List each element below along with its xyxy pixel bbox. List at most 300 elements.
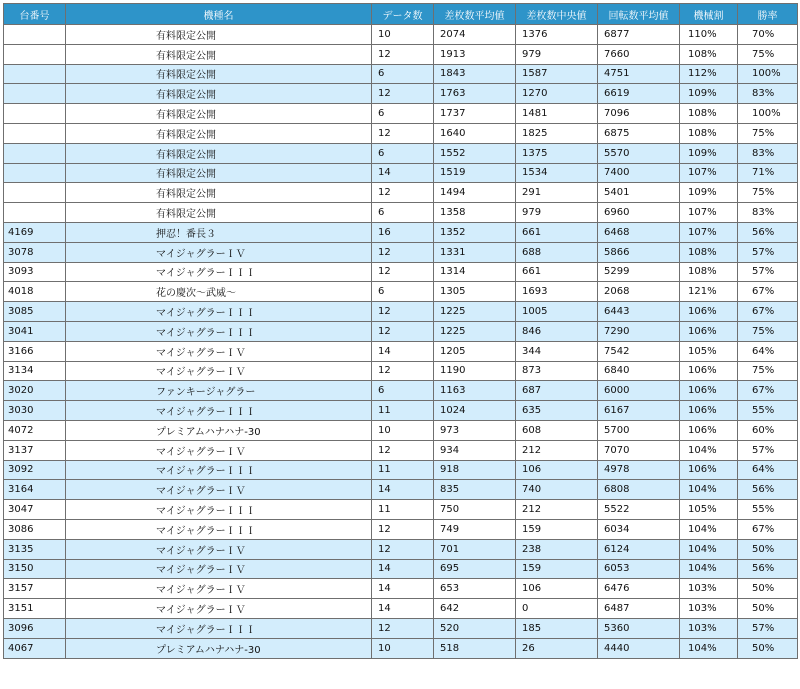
table-row bbox=[4, 361, 798, 381]
cell-spin-avg: 5866 bbox=[598, 242, 680, 262]
cell-payout-rate: 108% bbox=[680, 104, 738, 124]
table-row bbox=[4, 203, 798, 223]
header-diff-avg: 差枚数平均値 bbox=[434, 4, 516, 25]
cell-diff-median: 1005 bbox=[516, 302, 598, 322]
cell-data-count: 6 bbox=[372, 64, 434, 84]
cell-machine-no bbox=[4, 163, 66, 183]
cell-win-rate: 64% bbox=[738, 460, 798, 480]
cell-machine-name: マイジャグラーＩＩＩ bbox=[66, 460, 372, 480]
cell-diff-median: 1376 bbox=[516, 25, 598, 45]
cell-machine-no: 3047 bbox=[4, 500, 66, 520]
cell-data-count: 14 bbox=[372, 579, 434, 599]
cell-spin-avg: 6875 bbox=[598, 123, 680, 143]
cell-spin-avg: 5360 bbox=[598, 618, 680, 638]
cell-payout-rate: 104% bbox=[680, 480, 738, 500]
cell-machine-no bbox=[4, 64, 66, 84]
cell-payout-rate: 121% bbox=[680, 282, 738, 302]
cell-machine-name: 有料限定公開 bbox=[66, 163, 372, 183]
cell-data-count: 6 bbox=[372, 143, 434, 163]
cell-data-count: 12 bbox=[372, 302, 434, 322]
cell-spin-avg: 7070 bbox=[598, 440, 680, 460]
cell-machine-no: 3150 bbox=[4, 559, 66, 579]
cell-payout-rate: 107% bbox=[680, 222, 738, 242]
cell-diff-median: 238 bbox=[516, 539, 598, 559]
cell-machine-no bbox=[4, 44, 66, 64]
cell-diff-avg: 1024 bbox=[434, 401, 516, 421]
cell-payout-rate: 106% bbox=[680, 420, 738, 440]
cell-payout-rate: 106% bbox=[680, 302, 738, 322]
cell-machine-name: 有料限定公開 bbox=[66, 183, 372, 203]
cell-diff-median: 159 bbox=[516, 559, 598, 579]
cell-payout-rate: 104% bbox=[680, 638, 738, 658]
table-row bbox=[4, 262, 798, 282]
cell-data-count: 10 bbox=[372, 420, 434, 440]
cell-diff-avg: 1358 bbox=[434, 203, 516, 223]
cell-data-count: 10 bbox=[372, 25, 434, 45]
cell-diff-avg: 520 bbox=[434, 618, 516, 638]
cell-payout-rate: 108% bbox=[680, 242, 738, 262]
table-row bbox=[4, 222, 798, 242]
cell-machine-no: 3020 bbox=[4, 381, 66, 401]
cell-spin-avg: 5570 bbox=[598, 143, 680, 163]
cell-data-count: 12 bbox=[372, 361, 434, 381]
cell-data-count: 11 bbox=[372, 401, 434, 421]
cell-payout-rate: 112% bbox=[680, 64, 738, 84]
cell-machine-name: 有料限定公開 bbox=[66, 203, 372, 223]
cell-data-count: 12 bbox=[372, 123, 434, 143]
table-body bbox=[4, 25, 798, 659]
cell-payout-rate: 108% bbox=[680, 123, 738, 143]
cell-diff-avg: 1331 bbox=[434, 242, 516, 262]
cell-diff-avg: 1352 bbox=[434, 222, 516, 242]
cell-diff-median: 1481 bbox=[516, 104, 598, 124]
header-spin-avg: 回転数平均値 bbox=[598, 4, 680, 25]
cell-data-count: 12 bbox=[372, 539, 434, 559]
cell-spin-avg: 6476 bbox=[598, 579, 680, 599]
cell-data-count: 12 bbox=[372, 618, 434, 638]
cell-payout-rate: 103% bbox=[680, 599, 738, 619]
cell-machine-no: 3135 bbox=[4, 539, 66, 559]
table-row bbox=[4, 163, 798, 183]
cell-diff-avg: 1552 bbox=[434, 143, 516, 163]
cell-diff-avg: 642 bbox=[434, 599, 516, 619]
cell-machine-name: マイジャグラーＩＶ bbox=[66, 242, 372, 262]
table-row bbox=[4, 500, 798, 520]
cell-machine-no bbox=[4, 84, 66, 104]
cell-payout-rate: 109% bbox=[680, 183, 738, 203]
cell-payout-rate: 104% bbox=[680, 519, 738, 539]
cell-diff-median: 106 bbox=[516, 579, 598, 599]
table-row bbox=[4, 480, 798, 500]
cell-payout-rate: 110% bbox=[680, 25, 738, 45]
cell-machine-no: 3137 bbox=[4, 440, 66, 460]
cell-machine-name: 有料限定公開 bbox=[66, 104, 372, 124]
cell-diff-avg: 1314 bbox=[434, 262, 516, 282]
cell-diff-avg: 1225 bbox=[434, 302, 516, 322]
cell-machine-name: マイジャグラーＩＩＩ bbox=[66, 500, 372, 520]
header-machine-no: 台番号 bbox=[4, 4, 66, 25]
cell-data-count: 14 bbox=[372, 341, 434, 361]
cell-payout-rate: 105% bbox=[680, 341, 738, 361]
cell-diff-avg: 1640 bbox=[434, 123, 516, 143]
cell-spin-avg: 7400 bbox=[598, 163, 680, 183]
cell-data-count: 6 bbox=[372, 203, 434, 223]
table-row bbox=[4, 183, 798, 203]
cell-data-count: 12 bbox=[372, 440, 434, 460]
cell-diff-median: 979 bbox=[516, 44, 598, 64]
cell-diff-median: 688 bbox=[516, 242, 598, 262]
cell-win-rate: 67% bbox=[738, 519, 798, 539]
cell-win-rate: 50% bbox=[738, 539, 798, 559]
cell-spin-avg: 4978 bbox=[598, 460, 680, 480]
cell-diff-avg: 835 bbox=[434, 480, 516, 500]
cell-machine-name: 有料限定公開 bbox=[66, 84, 372, 104]
cell-diff-median: 0 bbox=[516, 599, 598, 619]
cell-diff-median: 873 bbox=[516, 361, 598, 381]
table-row bbox=[4, 341, 798, 361]
cell-spin-avg: 7542 bbox=[598, 341, 680, 361]
table-row bbox=[4, 282, 798, 302]
cell-diff-median: 212 bbox=[516, 500, 598, 520]
machine-stats-table bbox=[3, 3, 798, 659]
cell-spin-avg: 5401 bbox=[598, 183, 680, 203]
cell-machine-name: 有料限定公開 bbox=[66, 123, 372, 143]
cell-payout-rate: 109% bbox=[680, 84, 738, 104]
cell-diff-median: 291 bbox=[516, 183, 598, 203]
cell-diff-median: 106 bbox=[516, 460, 598, 480]
cell-diff-median: 26 bbox=[516, 638, 598, 658]
table-row bbox=[4, 242, 798, 262]
cell-payout-rate: 106% bbox=[680, 381, 738, 401]
cell-data-count: 11 bbox=[372, 460, 434, 480]
cell-win-rate: 56% bbox=[738, 222, 798, 242]
cell-win-rate: 60% bbox=[738, 420, 798, 440]
cell-data-count: 16 bbox=[372, 222, 434, 242]
cell-win-rate: 57% bbox=[738, 618, 798, 638]
cell-win-rate: 67% bbox=[738, 381, 798, 401]
cell-machine-name: マイジャグラーＩＶ bbox=[66, 480, 372, 500]
cell-machine-no: 3166 bbox=[4, 341, 66, 361]
cell-data-count: 6 bbox=[372, 104, 434, 124]
cell-win-rate: 57% bbox=[738, 242, 798, 262]
cell-spin-avg: 6468 bbox=[598, 222, 680, 242]
cell-spin-avg: 7290 bbox=[598, 321, 680, 341]
cell-diff-avg: 918 bbox=[434, 460, 516, 480]
cell-diff-median: 1534 bbox=[516, 163, 598, 183]
cell-diff-avg: 701 bbox=[434, 539, 516, 559]
cell-diff-avg: 2074 bbox=[434, 25, 516, 45]
cell-spin-avg: 7096 bbox=[598, 104, 680, 124]
cell-win-rate: 75% bbox=[738, 44, 798, 64]
cell-spin-avg: 4751 bbox=[598, 64, 680, 84]
cell-diff-median: 687 bbox=[516, 381, 598, 401]
table-row bbox=[4, 321, 798, 341]
cell-win-rate: 70% bbox=[738, 25, 798, 45]
cell-data-count: 6 bbox=[372, 282, 434, 302]
cell-win-rate: 57% bbox=[738, 262, 798, 282]
cell-spin-avg: 6124 bbox=[598, 539, 680, 559]
cell-diff-median: 344 bbox=[516, 341, 598, 361]
cell-win-rate: 56% bbox=[738, 480, 798, 500]
cell-machine-no: 3085 bbox=[4, 302, 66, 322]
cell-diff-avg: 1305 bbox=[434, 282, 516, 302]
table-row bbox=[4, 420, 798, 440]
cell-diff-median: 159 bbox=[516, 519, 598, 539]
cell-payout-rate: 107% bbox=[680, 203, 738, 223]
cell-machine-name: プレミアムハナハナ-30 bbox=[66, 420, 372, 440]
cell-win-rate: 100% bbox=[738, 104, 798, 124]
cell-machine-no bbox=[4, 104, 66, 124]
cell-payout-rate: 104% bbox=[680, 440, 738, 460]
header-win-rate: 勝率 bbox=[738, 4, 798, 25]
cell-spin-avg: 6167 bbox=[598, 401, 680, 421]
cell-diff-avg: 1737 bbox=[434, 104, 516, 124]
table-row bbox=[4, 44, 798, 64]
cell-diff-median: 608 bbox=[516, 420, 598, 440]
table-row bbox=[4, 440, 798, 460]
cell-payout-rate: 108% bbox=[680, 262, 738, 282]
cell-data-count: 14 bbox=[372, 480, 434, 500]
cell-spin-avg: 6960 bbox=[598, 203, 680, 223]
cell-machine-name: 有料限定公開 bbox=[66, 143, 372, 163]
cell-diff-avg: 1163 bbox=[434, 381, 516, 401]
header-diff-median: 差枚数中央値 bbox=[516, 4, 598, 25]
cell-machine-no: 3093 bbox=[4, 262, 66, 282]
table-row bbox=[4, 143, 798, 163]
cell-data-count: 12 bbox=[372, 321, 434, 341]
cell-diff-avg: 1519 bbox=[434, 163, 516, 183]
cell-payout-rate: 106% bbox=[680, 460, 738, 480]
table-row bbox=[4, 579, 798, 599]
cell-machine-no: 3092 bbox=[4, 460, 66, 480]
cell-machine-no: 4018 bbox=[4, 282, 66, 302]
cell-machine-name: 有料限定公開 bbox=[66, 25, 372, 45]
cell-machine-name: マイジャグラーＩＶ bbox=[66, 539, 372, 559]
cell-diff-median: 661 bbox=[516, 222, 598, 242]
cell-diff-avg: 973 bbox=[434, 420, 516, 440]
cell-data-count: 14 bbox=[372, 559, 434, 579]
table-row bbox=[4, 302, 798, 322]
cell-machine-no: 3086 bbox=[4, 519, 66, 539]
table-row bbox=[4, 599, 798, 619]
table-row bbox=[4, 618, 798, 638]
cell-win-rate: 67% bbox=[738, 282, 798, 302]
cell-payout-rate: 107% bbox=[680, 163, 738, 183]
cell-spin-avg: 6443 bbox=[598, 302, 680, 322]
cell-win-rate: 64% bbox=[738, 341, 798, 361]
cell-spin-avg: 2068 bbox=[598, 282, 680, 302]
cell-diff-median: 1693 bbox=[516, 282, 598, 302]
cell-diff-avg: 1205 bbox=[434, 341, 516, 361]
data-table-container bbox=[3, 3, 797, 659]
cell-machine-name: 有料限定公開 bbox=[66, 44, 372, 64]
table-row bbox=[4, 84, 798, 104]
cell-machine-no: 3164 bbox=[4, 480, 66, 500]
cell-diff-median: 635 bbox=[516, 401, 598, 421]
table-row bbox=[4, 460, 798, 480]
cell-spin-avg: 6619 bbox=[598, 84, 680, 104]
cell-win-rate: 75% bbox=[738, 361, 798, 381]
cell-machine-no: 3030 bbox=[4, 401, 66, 421]
cell-payout-rate: 103% bbox=[680, 618, 738, 638]
cell-machine-name: 花の慶次～武威～ bbox=[66, 282, 372, 302]
cell-payout-rate: 106% bbox=[680, 321, 738, 341]
cell-machine-name: マイジャグラーＩＶ bbox=[66, 559, 372, 579]
cell-machine-name: マイジャグラーＩＩＩ bbox=[66, 262, 372, 282]
table-row bbox=[4, 381, 798, 401]
cell-data-count: 14 bbox=[372, 163, 434, 183]
cell-data-count: 12 bbox=[372, 183, 434, 203]
cell-win-rate: 83% bbox=[738, 143, 798, 163]
table-row bbox=[4, 519, 798, 539]
cell-diff-avg: 1494 bbox=[434, 183, 516, 203]
cell-machine-no: 3078 bbox=[4, 242, 66, 262]
cell-diff-median: 1375 bbox=[516, 143, 598, 163]
table-row bbox=[4, 559, 798, 579]
cell-diff-avg: 695 bbox=[434, 559, 516, 579]
table-row bbox=[4, 64, 798, 84]
table-row bbox=[4, 539, 798, 559]
cell-machine-no: 3151 bbox=[4, 599, 66, 619]
cell-machine-no: 3134 bbox=[4, 361, 66, 381]
cell-payout-rate: 109% bbox=[680, 143, 738, 163]
cell-diff-avg: 1843 bbox=[434, 64, 516, 84]
cell-win-rate: 50% bbox=[738, 638, 798, 658]
header-data-count: データ数 bbox=[372, 4, 434, 25]
cell-spin-avg: 7660 bbox=[598, 44, 680, 64]
cell-diff-avg: 749 bbox=[434, 519, 516, 539]
cell-machine-no: 4072 bbox=[4, 420, 66, 440]
cell-win-rate: 83% bbox=[738, 203, 798, 223]
cell-diff-avg: 934 bbox=[434, 440, 516, 460]
cell-machine-name: マイジャグラーＩＶ bbox=[66, 341, 372, 361]
cell-spin-avg: 5522 bbox=[598, 500, 680, 520]
cell-machine-name: マイジャグラーＩＶ bbox=[66, 361, 372, 381]
cell-win-rate: 67% bbox=[738, 302, 798, 322]
cell-payout-rate: 105% bbox=[680, 500, 738, 520]
cell-win-rate: 55% bbox=[738, 401, 798, 421]
cell-machine-name: マイジャグラーＩＶ bbox=[66, 440, 372, 460]
cell-machine-name: マイジャグラーＩＩＩ bbox=[66, 519, 372, 539]
cell-data-count: 12 bbox=[372, 262, 434, 282]
cell-spin-avg: 5299 bbox=[598, 262, 680, 282]
cell-payout-rate: 106% bbox=[680, 401, 738, 421]
cell-diff-median: 1270 bbox=[516, 84, 598, 104]
cell-machine-name: 押忍！番長３ bbox=[66, 222, 372, 242]
cell-machine-no bbox=[4, 183, 66, 203]
cell-spin-avg: 6000 bbox=[598, 381, 680, 401]
cell-diff-avg: 1763 bbox=[434, 84, 516, 104]
cell-win-rate: 56% bbox=[738, 559, 798, 579]
cell-machine-name: マイジャグラーＩＶ bbox=[66, 579, 372, 599]
cell-machine-name: マイジャグラーＩＩＩ bbox=[66, 401, 372, 421]
cell-data-count: 12 bbox=[372, 84, 434, 104]
cell-payout-rate: 104% bbox=[680, 559, 738, 579]
cell-diff-avg: 518 bbox=[434, 638, 516, 658]
cell-win-rate: 100% bbox=[738, 64, 798, 84]
cell-diff-median: 740 bbox=[516, 480, 598, 500]
cell-win-rate: 71% bbox=[738, 163, 798, 183]
table-row bbox=[4, 638, 798, 658]
cell-diff-median: 846 bbox=[516, 321, 598, 341]
cell-diff-median: 1825 bbox=[516, 123, 598, 143]
cell-data-count: 12 bbox=[372, 519, 434, 539]
cell-diff-median: 212 bbox=[516, 440, 598, 460]
cell-diff-avg: 750 bbox=[434, 500, 516, 520]
cell-machine-name: マイジャグラーＩＩＩ bbox=[66, 302, 372, 322]
cell-spin-avg: 6808 bbox=[598, 480, 680, 500]
cell-data-count: 12 bbox=[372, 44, 434, 64]
cell-spin-avg: 6034 bbox=[598, 519, 680, 539]
cell-machine-no: 3041 bbox=[4, 321, 66, 341]
cell-win-rate: 55% bbox=[738, 500, 798, 520]
cell-machine-no bbox=[4, 25, 66, 45]
cell-win-rate: 50% bbox=[738, 579, 798, 599]
cell-payout-rate: 104% bbox=[680, 539, 738, 559]
cell-machine-no: 4169 bbox=[4, 222, 66, 242]
cell-machine-no: 3157 bbox=[4, 579, 66, 599]
cell-spin-avg: 6840 bbox=[598, 361, 680, 381]
cell-diff-avg: 653 bbox=[434, 579, 516, 599]
cell-win-rate: 75% bbox=[738, 321, 798, 341]
cell-spin-avg: 4440 bbox=[598, 638, 680, 658]
table-row bbox=[4, 401, 798, 421]
table-header-row bbox=[4, 4, 798, 25]
cell-machine-no: 4067 bbox=[4, 638, 66, 658]
cell-spin-avg: 6487 bbox=[598, 599, 680, 619]
cell-diff-median: 185 bbox=[516, 618, 598, 638]
cell-data-count: 14 bbox=[372, 599, 434, 619]
table-row bbox=[4, 25, 798, 45]
cell-machine-no bbox=[4, 203, 66, 223]
cell-machine-no: 3096 bbox=[4, 618, 66, 638]
cell-win-rate: 75% bbox=[738, 183, 798, 203]
header-machine-name: 機種名 bbox=[66, 4, 372, 25]
cell-win-rate: 57% bbox=[738, 440, 798, 460]
cell-diff-avg: 1913 bbox=[434, 44, 516, 64]
cell-data-count: 11 bbox=[372, 500, 434, 520]
cell-machine-no bbox=[4, 123, 66, 143]
cell-data-count: 10 bbox=[372, 638, 434, 658]
cell-machine-name: マイジャグラーＩＩＩ bbox=[66, 321, 372, 341]
table-row bbox=[4, 104, 798, 124]
cell-payout-rate: 103% bbox=[680, 579, 738, 599]
cell-win-rate: 50% bbox=[738, 599, 798, 619]
cell-diff-median: 1587 bbox=[516, 64, 598, 84]
cell-spin-avg: 6053 bbox=[598, 559, 680, 579]
cell-diff-median: 979 bbox=[516, 203, 598, 223]
cell-payout-rate: 108% bbox=[680, 44, 738, 64]
cell-diff-avg: 1225 bbox=[434, 321, 516, 341]
cell-diff-avg: 1190 bbox=[434, 361, 516, 381]
cell-payout-rate: 106% bbox=[680, 361, 738, 381]
cell-win-rate: 75% bbox=[738, 123, 798, 143]
cell-win-rate: 83% bbox=[738, 84, 798, 104]
cell-machine-no bbox=[4, 143, 66, 163]
cell-machine-name: プレミアムハナハナ-30 bbox=[66, 638, 372, 658]
cell-spin-avg: 6877 bbox=[598, 25, 680, 45]
cell-spin-avg: 5700 bbox=[598, 420, 680, 440]
cell-data-count: 12 bbox=[372, 242, 434, 262]
header-payout-rate: 機械割 bbox=[680, 4, 738, 25]
cell-machine-name: マイジャグラーＩＶ bbox=[66, 599, 372, 619]
cell-machine-name: 有料限定公開 bbox=[66, 64, 372, 84]
table-row bbox=[4, 123, 798, 143]
cell-data-count: 6 bbox=[372, 381, 434, 401]
cell-machine-name: ファンキージャグラー bbox=[66, 381, 372, 401]
cell-machine-name: マイジャグラーＩＩＩ bbox=[66, 618, 372, 638]
cell-diff-median: 661 bbox=[516, 262, 598, 282]
